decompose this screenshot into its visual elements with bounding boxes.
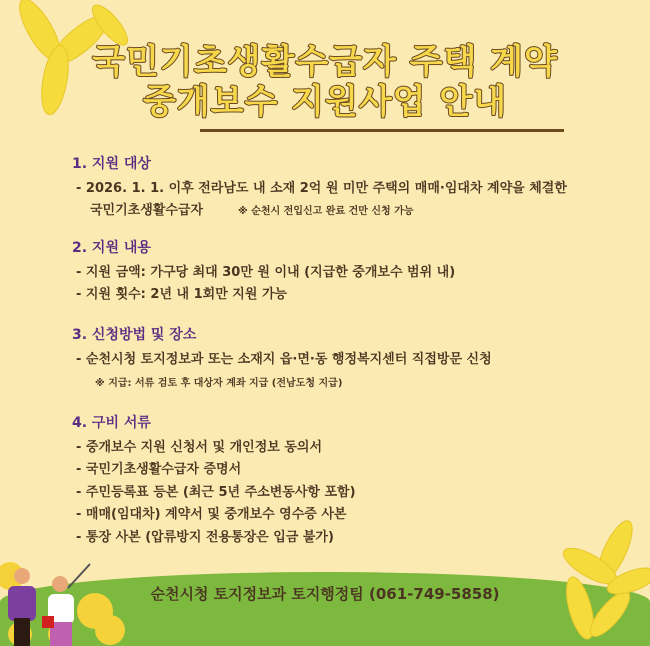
list-item: - 순천시청 토지정보과 또는 소재지 읍·면·동 행정복지센터 직접방문 신청 [76, 352, 492, 367]
list-item: - 중개보수 지원 신청서 및 개인정보 동의서 [76, 440, 323, 455]
list-item: - 지원 금액: 가구당 최대 30만 원 이내 (지급한 중개보수 범위 내) [76, 265, 456, 280]
list-item: - 국민기초생활수급자 증명서 [76, 462, 242, 477]
list-item: - 통장 사본 (압류방지 전용통장은 입금 불가) [76, 530, 334, 545]
title-line-2: 중개보수 지원사업 안내 [142, 82, 508, 122]
section-heading-documents: 4. 구비 서류 [72, 415, 151, 431]
list-item: - 2026. 1. 1. 이후 전라남도 내 소재 2억 원 미만 주택의 매매·임대차 계약을 체결한 [76, 181, 567, 196]
title-underline [200, 129, 564, 132]
note: ※ 순천시 전입신고 완료 건만 신청 가능 [238, 206, 414, 217]
title-line-1: 국민기초생활수급자 주택 계약 [92, 42, 558, 82]
list-item: 국민기초생활수급자 [90, 203, 204, 218]
section-heading-content: 2. 지원 내용 [72, 240, 151, 256]
section-heading-application: 3. 신청방법 및 장소 [72, 327, 197, 343]
forsythia-flower-bottom-right-icon [520, 516, 650, 646]
contact-footer: 순천시청 토지정보과 토지행정팀 (061-749-5858) [150, 585, 500, 603]
list-item: - 주민등록표 등본 (최근 5년 주소변동사항 포함) [76, 485, 356, 500]
list-item: - 매매(임대차) 계약서 및 중개보수 영수증 사본 [76, 507, 347, 522]
list-item: - 지원 횟수: 2년 내 1회만 지원 가능 [76, 287, 288, 302]
note: ※ 지급: 서류 검토 후 대상자 계좌 지급 (전남도청 지급) [95, 378, 343, 389]
section-heading-eligibility: 1. 지원 대상 [72, 156, 151, 172]
